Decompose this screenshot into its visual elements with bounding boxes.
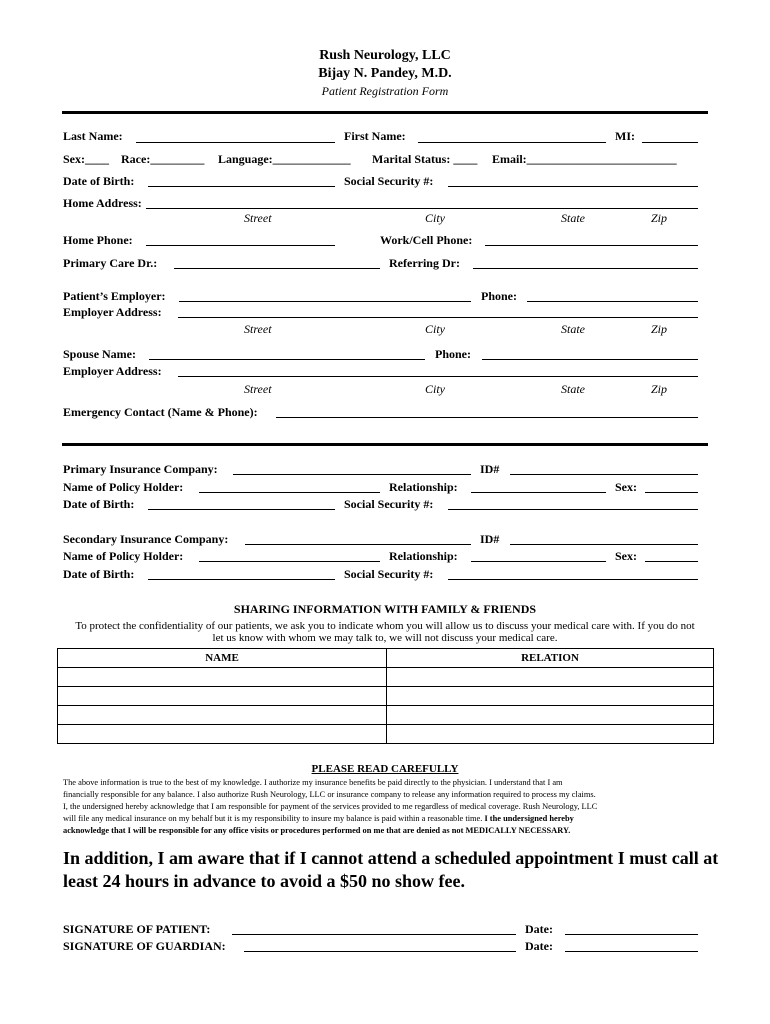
patient-date-field[interactable] [565, 934, 698, 935]
sex-label[interactable]: Sex:____ [63, 152, 109, 166]
guardian-date-label: Date: [525, 939, 553, 953]
patient-date-label: Date: [525, 922, 553, 936]
primary-id-label: ID# [480, 462, 500, 476]
primary-holder-field[interactable] [199, 492, 380, 493]
spouse-label: Spouse Name: [63, 347, 137, 361]
primary-ssn-field[interactable] [448, 509, 698, 510]
emergency-label: Emergency Contact (Name & Phone): [63, 405, 258, 419]
practice-name: Rush Neurology, LLC [319, 48, 451, 63]
city-caption: City [425, 211, 445, 225]
spouse-employer-address-field[interactable] [178, 376, 698, 377]
secondary-ssn-field[interactable] [448, 579, 698, 580]
work-phone-label: Work/Cell Phone: [380, 233, 473, 247]
primary-dob-label: Date of Birth: [63, 497, 135, 511]
first-name-field[interactable] [418, 142, 606, 143]
employer-label: Patient’s Employer: [63, 289, 166, 303]
street-caption: Street [244, 211, 272, 225]
email-label[interactable]: Email:_________________________ [492, 152, 677, 166]
table-row [58, 725, 714, 744]
table-row [58, 706, 714, 725]
work-phone-field[interactable] [485, 245, 698, 246]
primary-ssn-label: Social Security #: [344, 497, 434, 511]
secondary-ssn-label: Social Security #: [344, 567, 434, 581]
home-phone-label: Home Phone: [63, 233, 133, 247]
sharing-text: To protect the confidentiality of our patients, we ask you to indicate whom you will allow us to discuss your medical care with. If you do not [75, 620, 695, 632]
race-label[interactable]: Race:_________ [121, 152, 205, 166]
form-title: Patient Registration Form [321, 84, 449, 98]
divider [62, 111, 708, 114]
table-row [58, 687, 714, 706]
secondary-sex-field[interactable] [645, 561, 698, 562]
employer-field[interactable] [179, 301, 471, 302]
notice-text: The above information is true to the best of my knowledge. I authorize my insurance benefits be paid directly to the physician. I understand that I am financially responsible for any balance. I also authorize Rush Neurology, LLC or insurance company to release any information required to process my claims. I, the undersigned hereby acknowledge that I am responsible for payment of the services provided to me regardless of medical coverage. Rush Neurology, LLC will file any medical insurance on my behalf but it is my responsibility to insure my balance is paid within a reasonable time. I the undersigned hereby acknowledge that I will be responsible for any office visits or procedures performed on me that are denied as not MEDICALLY NECESSARY. [63, 778, 598, 835]
spouse-phone-field[interactable] [482, 359, 698, 360]
street-caption: Street [244, 322, 272, 336]
secondary-holder-label: Name of Policy Holder: [63, 549, 184, 563]
emergency-field[interactable] [276, 417, 698, 418]
relation-cell[interactable] [387, 706, 714, 725]
table-header-row [58, 649, 714, 668]
name-cell[interactable] [58, 706, 387, 725]
secondary-insurance-field[interactable] [245, 544, 471, 545]
secondary-relationship-field[interactable] [471, 561, 606, 562]
name-column-header: NAME [58, 649, 387, 668]
primary-dob-field[interactable] [148, 509, 335, 510]
primary-insurance-label: Primary Insurance Company: [63, 462, 218, 476]
zip-caption: Zip [651, 382, 668, 396]
relation-column-header: RELATION [387, 649, 714, 668]
family-table [57, 648, 714, 744]
home-phone-field[interactable] [146, 245, 335, 246]
home-address-label: Home Address: [63, 196, 142, 210]
city-caption: City [425, 322, 445, 336]
no-show-notice: In addition, I am aware that if I cannot attend a scheduled appointment I must call at least 24 hours in advance to avoid a $50 no show fee. [63, 848, 719, 891]
divider [62, 443, 708, 446]
zip-caption: Zip [651, 322, 668, 336]
primary-holder-label: Name of Policy Holder: [63, 480, 184, 494]
sharing-title: SHARING INFORMATION WITH FAMILY & FRIENDS [233, 602, 537, 616]
primary-relationship-field[interactable] [471, 492, 606, 493]
state-caption: State [561, 322, 585, 336]
referring-field[interactable] [473, 268, 698, 269]
relation-cell[interactable] [387, 725, 714, 744]
last-name-field[interactable] [136, 142, 335, 143]
secondary-sex-label: Sex: [615, 549, 637, 563]
spouse-phone-label: Phone: [435, 347, 471, 361]
ssn-label: Social Security #: [344, 174, 434, 188]
mi-field[interactable] [642, 142, 698, 143]
city-caption: City [425, 382, 445, 396]
secondary-dob-field[interactable] [148, 579, 335, 580]
table-row [58, 668, 714, 687]
spouse-employer-address-label: Employer Address: [63, 364, 162, 378]
mi-label: MI: [615, 129, 635, 143]
primary-sex-label: Sex: [615, 480, 637, 494]
employer-address-field[interactable] [178, 317, 698, 318]
employer-phone-label: Phone: [481, 289, 517, 303]
guardian-signature-field[interactable] [244, 951, 516, 952]
zip-caption: Zip [651, 211, 668, 225]
pcp-label: Primary Care Dr.: [63, 256, 158, 270]
primary-id-field[interactable] [510, 474, 698, 475]
employer-address-label: Employer Address: [63, 305, 162, 319]
secondary-holder-field[interactable] [199, 561, 380, 562]
primary-insurance-field[interactable] [233, 474, 471, 475]
patient-signature-label: SIGNATURE OF PATIENT: [63, 922, 211, 936]
dob-field[interactable] [148, 186, 335, 187]
name-cell[interactable] [58, 687, 387, 706]
language-label[interactable]: Language:_____________ [218, 152, 351, 166]
secondary-insurance-label: Secondary Insurance Company: [63, 532, 229, 546]
guardian-signature-label: SIGNATURE OF GUARDIAN: [63, 939, 226, 953]
spouse-field[interactable] [149, 359, 425, 360]
relation-cell[interactable] [387, 687, 714, 706]
doctor-name: Bijay N. Pandey, M.D. [318, 66, 452, 81]
employer-phone-field[interactable] [527, 301, 698, 302]
last-name-label: Last Name: [63, 129, 123, 143]
state-caption: State [561, 382, 585, 396]
first-name-label: First Name: [344, 129, 406, 143]
notice-title: PLEASE READ CAREFULLY [311, 763, 459, 775]
guardian-date-field[interactable] [565, 951, 698, 952]
referring-label: Referring Dr: [389, 256, 460, 270]
secondary-relationship-label: Relationship: [389, 549, 458, 563]
relation-cell[interactable] [387, 668, 714, 687]
home-address-field[interactable] [146, 208, 698, 209]
name-cell[interactable] [58, 725, 387, 744]
name-cell[interactable] [58, 668, 387, 687]
sharing-text: let us know with whom we may talk to, we will not discuss your medical care. [212, 632, 558, 644]
pcp-field[interactable] [174, 268, 380, 269]
primary-relationship-label: Relationship: [389, 480, 458, 494]
street-caption: Street [244, 382, 272, 396]
secondary-dob-label: Date of Birth: [63, 567, 135, 581]
dob-label: Date of Birth: [63, 174, 135, 188]
state-caption: State [561, 211, 585, 225]
patient-signature-field[interactable] [232, 934, 516, 935]
secondary-id-label: ID# [480, 532, 500, 546]
marital-status-label[interactable]: Marital Status: ____ [372, 152, 478, 166]
ssn-field[interactable] [448, 186, 698, 187]
primary-sex-field[interactable] [645, 492, 698, 493]
secondary-id-field[interactable] [510, 544, 698, 545]
